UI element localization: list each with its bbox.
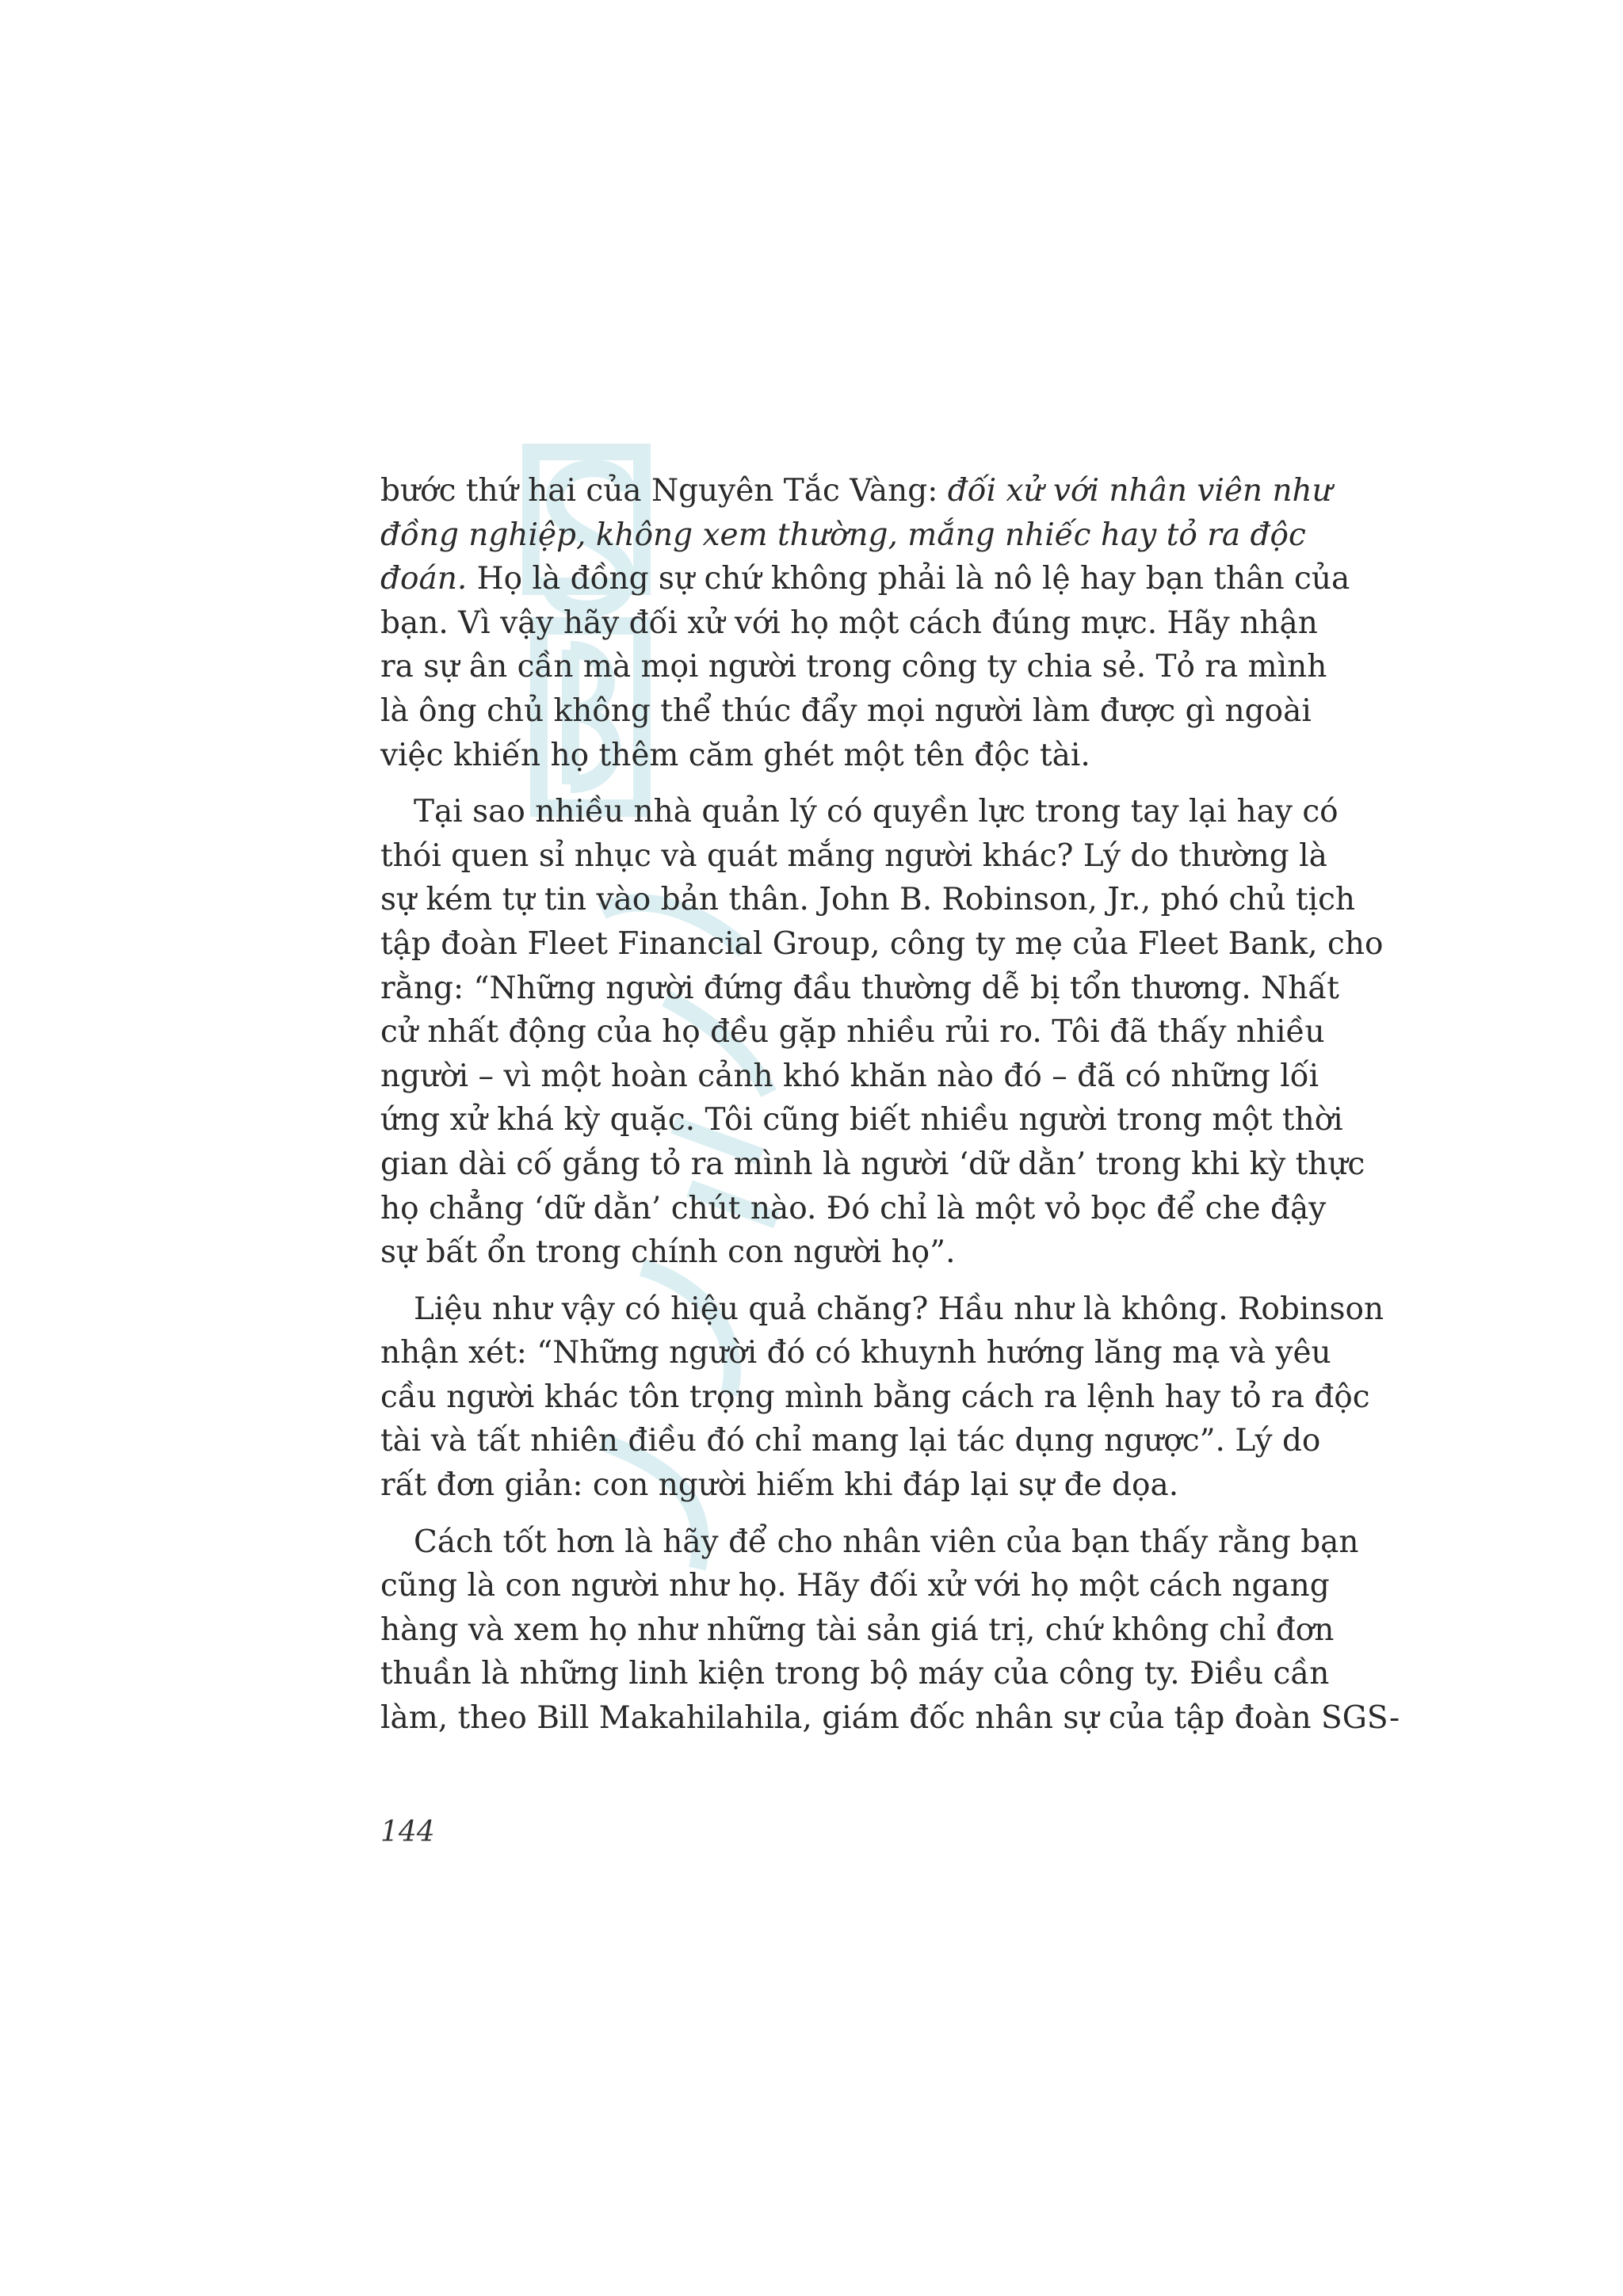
text-line: làm, theo Bill Makahilahila, giám đốc nhân sự của tập đoàn SGS-: [380, 1700, 1400, 1737]
text-line: hàng và xem họ như những tài sản giá trị, chứ không chỉ đơn: [380, 1611, 1335, 1648]
text-line: người – vì một hoàn cảnh khó khăn nào đó – đã có những lối: [380, 1058, 1319, 1094]
text-line: rằng: “Những người đứng đầu thường dễ bị tổn thương. Nhất: [380, 970, 1339, 1006]
text-line: ra sự ân cần mà mọi người trong công ty chia sẻ. Tỏ ra mình: [380, 649, 1327, 685]
text-line: cũng là con người như họ. Hãy đối xử với họ một cách ngang: [380, 1568, 1330, 1604]
text-line: Cách tốt hơn là hãy để cho nhân viên của bạn thấy rằng bạn: [414, 1524, 1359, 1560]
text-line: rất đơn giản: con người hiếm khi đáp lại sự đe dọa.: [380, 1467, 1179, 1504]
body-text: [380, 469, 1400, 1753]
text-line: Tại sao nhiều nhà quản lý có quyền lực trong tay lại hay có: [414, 794, 1338, 830]
paragraph-4: [380, 1520, 1400, 1741]
paragraph-1: [380, 469, 1350, 777]
paragraph-3: [380, 1287, 1384, 1508]
text-line: đoán. Họ là đồng sự chứ không phải là nô lệ hay bạn thân của: [380, 561, 1350, 597]
text-line: tập đoàn Fleet Financial Group, công ty mẹ của Fleet Bank, cho: [380, 925, 1384, 962]
text-line: bước thứ hai của Nguyên Tắc Vàng: đối xử với nhân viên như: [380, 473, 1332, 509]
text-line: thói quen sỉ nhục và quát mắng người khác? Lý do thường là: [380, 837, 1327, 874]
text-line: Liệu như vậy có hiệu quả chăng? Hầu như là không. Robinson: [414, 1291, 1384, 1327]
text-line: họ chẳng ‘dữ dằn’ chút nào. Đó chỉ là một vỏ bọc để che đậy: [380, 1190, 1327, 1226]
text-line: sự kém tự tin vào bản thân. John B. Robinson, Jr., phó chủ tịch: [380, 882, 1356, 918]
text-line: gian dài cố gắng tỏ ra mình là người ‘dữ dằn’ trong khi kỳ thực: [380, 1146, 1365, 1182]
text-line: tài và tất nhiên điều đó chỉ mang lại tác dụng ngược”. Lý do: [380, 1423, 1321, 1459]
text-line: thuần là những linh kiện trong bộ máy của công ty. Điều cần: [380, 1656, 1330, 1692]
text-line: bạn. Vì vậy hãy đối xử với họ một cách đúng mực. Hãy nhận: [380, 605, 1318, 641]
text-line: cầu người khác tôn trọng mình bằng cách ra lệnh hay tỏ ra độc: [380, 1379, 1370, 1415]
text-line: nhận xét: “Những người đó có khuynh hướng lăng mạ và yêu: [380, 1335, 1331, 1371]
text-line: việc khiến họ thêm căm ghét một tên độc tài.: [380, 737, 1090, 773]
text-line: ứng xử khá kỳ quặc. Tôi cũng biết nhiều người trong một thời: [380, 1102, 1343, 1138]
text-line: đồng nghiệp, không xem thường, mắng nhiếc hay tỏ ra độc: [380, 517, 1306, 553]
text-line: là ông chủ không thể thúc đẩy mọi người làm được gì ngoài: [380, 692, 1312, 729]
page-number: 144: [380, 1816, 435, 1848]
text-line: sự bất ổn trong chính con người họ”.: [380, 1234, 956, 1271]
text-line: cử nhất động của họ đều gặp nhiều rủi ro. Tôi đã thấy nhiều: [380, 1014, 1325, 1051]
paragraph-2: [380, 790, 1384, 1275]
